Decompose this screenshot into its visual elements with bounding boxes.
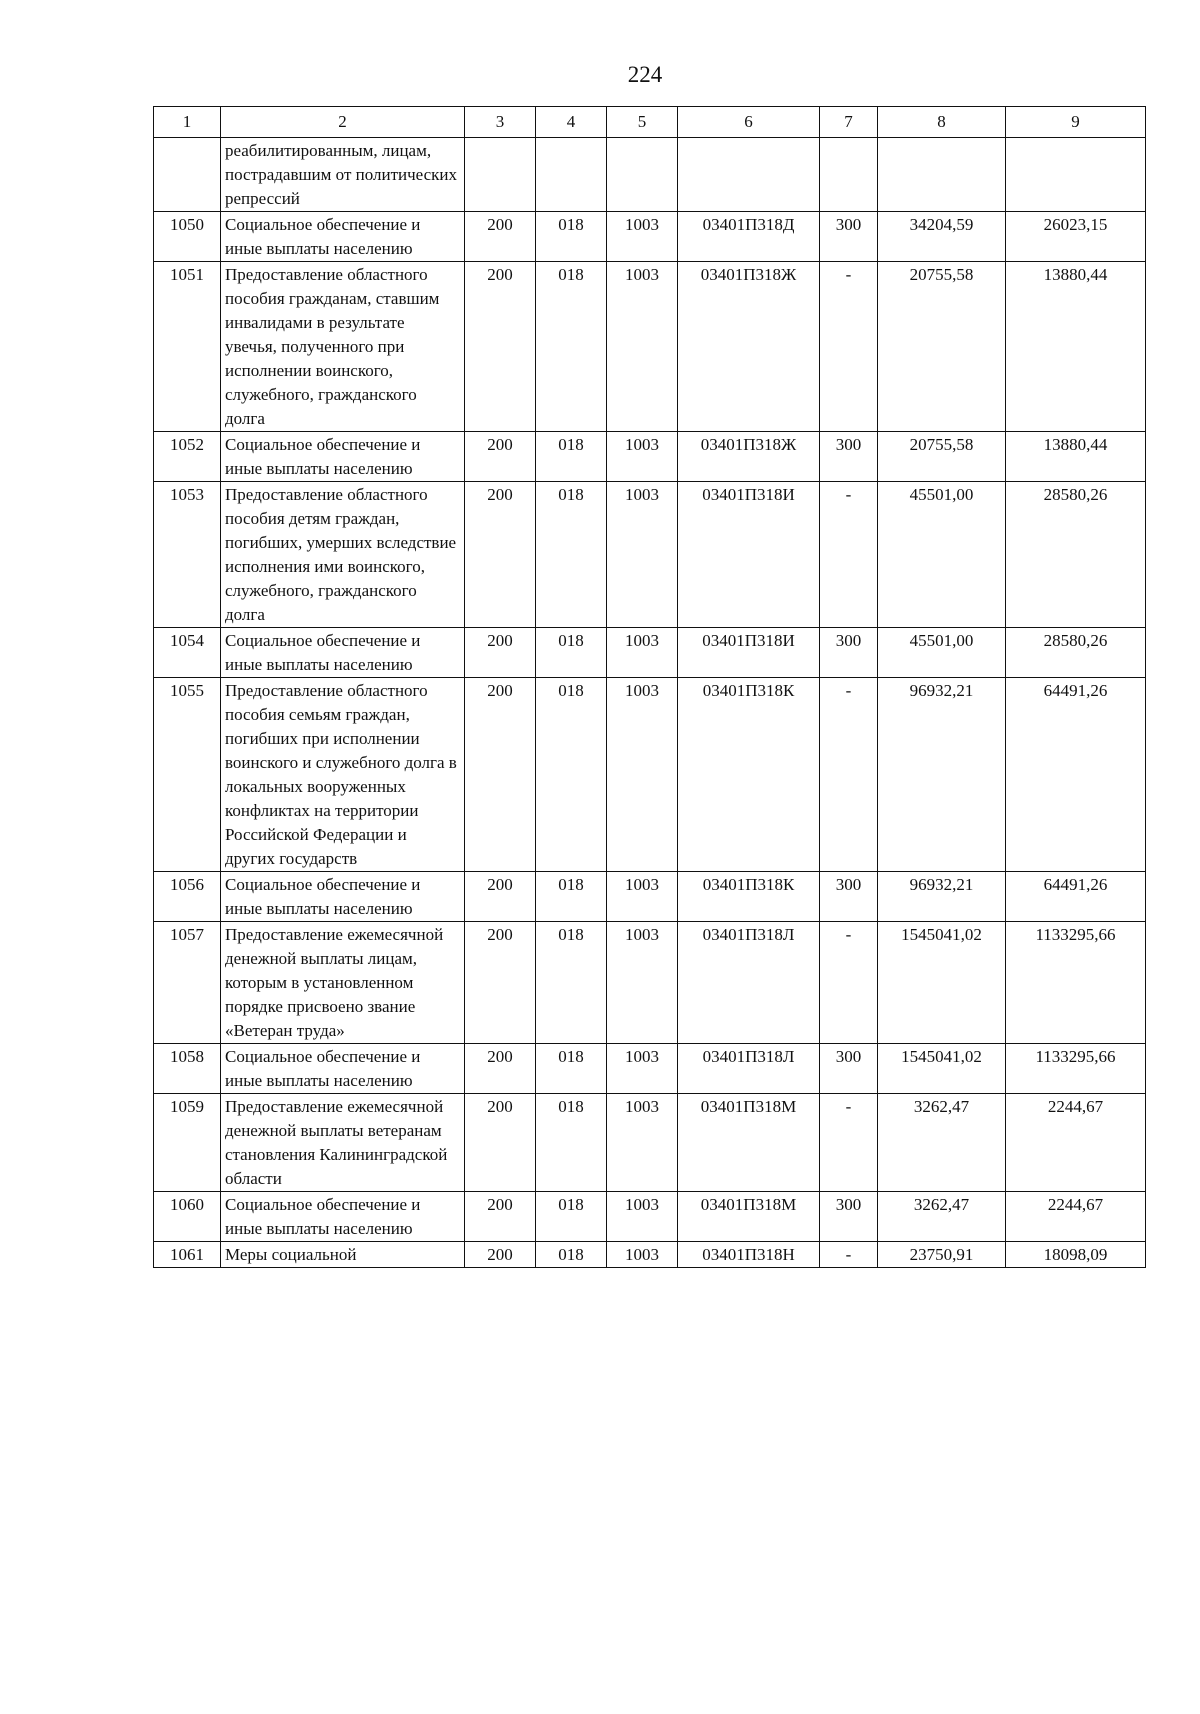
row-number-cell: 1059 (154, 1094, 221, 1192)
expense-type-cell: 300 (820, 872, 878, 922)
code-cell: 200 (465, 922, 536, 1044)
actual-amount-cell: 2244,67 (1006, 1094, 1146, 1192)
section-code-cell: 1003 (607, 678, 678, 872)
description-cell: Предоставление ежемесячной денежной выплаты лицам, которым в установленном порядке присвоено звание «Ветеран труда» (221, 922, 465, 1044)
actual-amount-cell: 13880,44 (1006, 432, 1146, 482)
code-cell: 200 (465, 678, 536, 872)
ministry-code-cell: 018 (536, 922, 607, 1044)
actual-amount-cell: 64491,26 (1006, 678, 1146, 872)
planned-amount-cell: 23750,91 (878, 1242, 1006, 1268)
section-code-cell: 1003 (607, 262, 678, 432)
target-article-cell (678, 138, 820, 212)
section-code-cell: 1003 (607, 482, 678, 628)
expense-type-cell: 300 (820, 1044, 878, 1094)
ministry-code-cell (536, 138, 607, 212)
ministry-code-cell: 018 (536, 1242, 607, 1268)
planned-amount-cell: 20755,58 (878, 262, 1006, 432)
code-cell: 200 (465, 482, 536, 628)
page-number: 224 (627, 62, 663, 87)
expense-type-cell: 300 (820, 628, 878, 678)
table-row (154, 1242, 1146, 1268)
expense-type-cell: - (820, 922, 878, 1044)
row-number-cell: 1058 (154, 1044, 221, 1094)
planned-amount-cell: 20755,58 (878, 432, 1006, 482)
ministry-code-cell: 018 (536, 262, 607, 432)
description-cell: Предоставление областного пособия детям граждан, погибших, умерших вследствие исполнения ими воинского, служебного, гражданского долга (221, 482, 465, 628)
table-row (154, 1044, 1146, 1094)
expense-type-cell: 300 (820, 1192, 878, 1242)
ministry-code-cell: 018 (536, 212, 607, 262)
actual-amount-cell: 18098,09 (1006, 1242, 1146, 1268)
row-number-cell: 1057 (154, 922, 221, 1044)
row-number-cell: 1051 (154, 262, 221, 432)
code-cell: 200 (465, 628, 536, 678)
description-cell: Социальное обеспечение и иные выплаты населению (221, 432, 465, 482)
table-row (154, 212, 1146, 262)
target-article-cell: 03401П318Ж (678, 262, 820, 432)
expense-type-cell: - (820, 262, 878, 432)
table-row (154, 678, 1146, 872)
planned-amount-cell: 34204,59 (878, 212, 1006, 262)
section-code-cell: 1003 (607, 1192, 678, 1242)
header-cell: 2 (221, 107, 465, 138)
ministry-code-cell: 018 (536, 432, 607, 482)
row-number-cell: 1060 (154, 1192, 221, 1242)
row-number-cell: 1050 (154, 212, 221, 262)
expense-type-cell (820, 138, 878, 212)
ministry-code-cell: 018 (536, 628, 607, 678)
section-code-cell: 1003 (607, 432, 678, 482)
section-code-cell: 1003 (607, 1242, 678, 1268)
target-article-cell: 03401П318Л (678, 1044, 820, 1094)
ministry-code-cell: 018 (536, 1192, 607, 1242)
target-article-cell: 03401П318Д (678, 212, 820, 262)
ministry-code-cell: 018 (536, 1094, 607, 1192)
actual-amount-cell (1006, 138, 1146, 212)
row-number-cell: 1052 (154, 432, 221, 482)
table-row (154, 262, 1146, 432)
row-number-cell: 1055 (154, 678, 221, 872)
code-cell: 200 (465, 262, 536, 432)
table-row (154, 628, 1146, 678)
target-article-cell: 03401П318И (678, 482, 820, 628)
table-body (154, 138, 1146, 1268)
section-code-cell: 1003 (607, 628, 678, 678)
budget-table (153, 106, 1146, 1268)
actual-amount-cell: 2244,67 (1006, 1192, 1146, 1242)
description-cell: Меры социальной (221, 1242, 465, 1268)
actual-amount-cell: 64491,26 (1006, 872, 1146, 922)
header-cell: 8 (878, 107, 1006, 138)
code-cell: 200 (465, 872, 536, 922)
planned-amount-cell: 3262,47 (878, 1192, 1006, 1242)
description-cell: Предоставление ежемесячной денежной выплаты ветеранам становления Калининградской области (221, 1094, 465, 1192)
description-cell: Социальное обеспечение и иные выплаты населению (221, 1192, 465, 1242)
target-article-cell: 03401П318Ж (678, 432, 820, 482)
code-cell: 200 (465, 1192, 536, 1242)
section-code-cell: 1003 (607, 1094, 678, 1192)
code-cell: 200 (465, 1242, 536, 1268)
ministry-code-cell: 018 (536, 678, 607, 872)
planned-amount-cell: 1545041,02 (878, 1044, 1006, 1094)
description-cell: реабилитированным, лицам, пострадавшим от политических репрессий (221, 138, 465, 212)
target-article-cell: 03401П318К (678, 678, 820, 872)
planned-amount-cell: 1545041,02 (878, 922, 1006, 1044)
header-cell: 5 (607, 107, 678, 138)
description-cell: Социальное обеспечение и иные выплаты населению (221, 872, 465, 922)
row-number-cell: 1056 (154, 872, 221, 922)
planned-amount-cell: 3262,47 (878, 1094, 1006, 1192)
ministry-code-cell: 018 (536, 482, 607, 628)
expense-type-cell: 300 (820, 212, 878, 262)
table-row (154, 482, 1146, 628)
row-number-cell: 1053 (154, 482, 221, 628)
section-code-cell: 1003 (607, 922, 678, 1044)
header-row (154, 107, 1146, 138)
description-cell: Социальное обеспечение и иные выплаты населению (221, 628, 465, 678)
actual-amount-cell: 28580,26 (1006, 628, 1146, 678)
code-cell: 200 (465, 1044, 536, 1094)
planned-amount-cell (878, 138, 1006, 212)
expense-type-cell: 300 (820, 432, 878, 482)
table-row (154, 432, 1146, 482)
target-article-cell: 03401П318К (678, 872, 820, 922)
header-cell: 6 (678, 107, 820, 138)
actual-amount-cell: 1133295,66 (1006, 922, 1146, 1044)
row-number-cell (154, 138, 221, 212)
ministry-code-cell: 018 (536, 872, 607, 922)
target-article-cell: 03401П318М (678, 1094, 820, 1192)
expense-type-cell: - (820, 482, 878, 628)
description-cell: Социальное обеспечение и иные выплаты населению (221, 1044, 465, 1094)
description-cell: Социальное обеспечение и иные выплаты населению (221, 212, 465, 262)
code-cell: 200 (465, 212, 536, 262)
actual-amount-cell: 1133295,66 (1006, 1044, 1146, 1094)
code-cell (465, 138, 536, 212)
row-number-cell: 1061 (154, 1242, 221, 1268)
code-cell: 200 (465, 432, 536, 482)
table-row (154, 138, 1146, 212)
target-article-cell: 03401П318М (678, 1192, 820, 1242)
expense-type-cell: - (820, 1094, 878, 1192)
code-cell: 200 (465, 1094, 536, 1192)
header-cell: 3 (465, 107, 536, 138)
header-cell: 4 (536, 107, 607, 138)
row-number-cell: 1054 (154, 628, 221, 678)
table-row (154, 1094, 1146, 1192)
target-article-cell: 03401П318И (678, 628, 820, 678)
header-cell: 7 (820, 107, 878, 138)
description-cell: Предоставление областного пособия семьям граждан, погибших при исполнении воинского и служебного долга в локальных вооруженных конфликтах на территории Российской Федерации и других государств (221, 678, 465, 872)
actual-amount-cell: 13880,44 (1006, 262, 1146, 432)
planned-amount-cell: 45501,00 (878, 482, 1006, 628)
table-row (154, 1192, 1146, 1242)
actual-amount-cell: 28580,26 (1006, 482, 1146, 628)
section-code-cell: 1003 (607, 212, 678, 262)
ministry-code-cell: 018 (536, 1044, 607, 1094)
table-row (154, 922, 1146, 1044)
target-article-cell: 03401П318Н (678, 1242, 820, 1268)
description-cell: Предоставление областного пособия гражданам, ставшим инвалидами в результате увечья, полученного при исполнении воинского, служебного, гражданского долга (221, 262, 465, 432)
header-cell: 1 (154, 107, 221, 138)
table-row (154, 872, 1146, 922)
section-code-cell: 1003 (607, 1044, 678, 1094)
planned-amount-cell: 96932,21 (878, 678, 1006, 872)
planned-amount-cell: 96932,21 (878, 872, 1006, 922)
section-code-cell: 1003 (607, 872, 678, 922)
expense-type-cell: - (820, 678, 878, 872)
target-article-cell: 03401П318Л (678, 922, 820, 1044)
header-cell: 9 (1006, 107, 1146, 138)
section-code-cell (607, 138, 678, 212)
planned-amount-cell: 45501,00 (878, 628, 1006, 678)
actual-amount-cell: 26023,15 (1006, 212, 1146, 262)
expense-type-cell: - (820, 1242, 878, 1268)
